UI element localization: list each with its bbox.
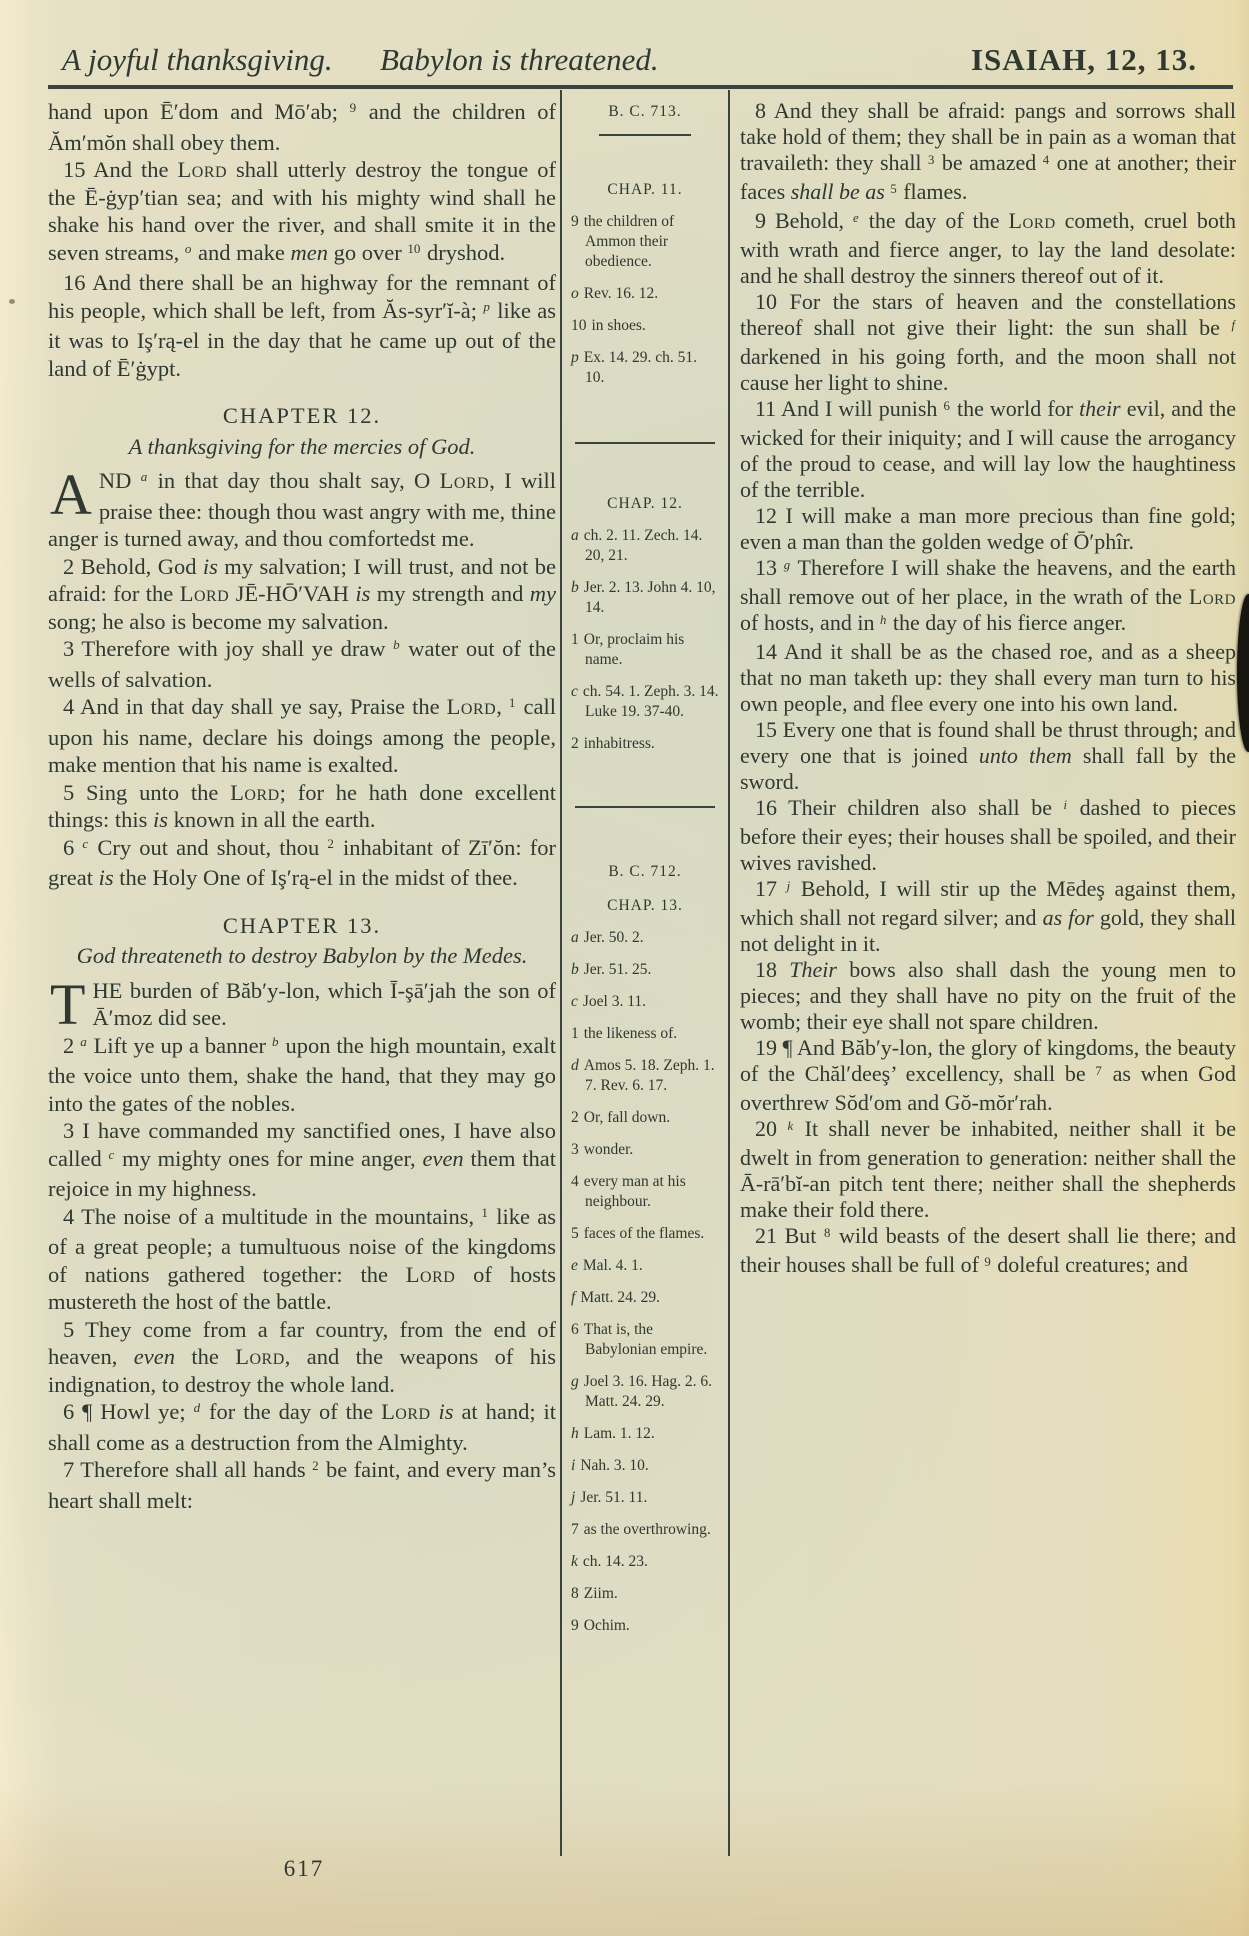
verse-text: 17 $^j$ Behold, I will stir up the Mēdeş against them, which shall not regard silver; and as for gold, they shall not delight in it. <box>740 876 1236 956</box>
note-text: the children of Ammon their obedience. <box>583 213 675 270</box>
verse-text: hand upon Ē′dom and Mō′ab; $^9$ and the children of Ăm′mŏn shall obey them. <box>48 99 557 155</box>
verse-text: A thanksgiving for the mercies of God. <box>128 433 476 459</box>
verse-paragraph <box>740 957 1236 1035</box>
verse-text: 9 Behold, $^e$ the day of the Lord cometh, cruel both with wrath and fierce anger, to lay the land desolate: and he shall destroy the sinners thereof out of it. <box>740 208 1236 288</box>
note-text: Ex. 14. 29. ch. 51. 10. <box>583 349 697 386</box>
note-marker: 1 <box>571 1025 579 1042</box>
margin-note <box>571 992 719 1012</box>
note-text: Ziim. <box>583 1585 618 1602</box>
note-marker: g <box>571 1373 579 1390</box>
margin-note <box>571 1056 719 1096</box>
margin-note <box>571 1108 719 1128</box>
verse-paragraph <box>48 912 556 940</box>
note-text: Matt. 24. 29. <box>580 1289 660 1306</box>
verse-paragraph <box>48 433 556 461</box>
verse-paragraph <box>48 779 556 834</box>
note-marker: d <box>571 1057 579 1074</box>
verse-paragraph <box>48 1117 556 1203</box>
note-marker: 10 <box>571 317 587 334</box>
verse-text: 4 And in that day shall ye say, Praise the Lord, $^1$ call upon his name, declare his doings among the people, make mention that his name is exalted. <box>48 694 556 777</box>
verse-text: 13 $^g$ Therefore I will shake the heavens, and the earth shall remove out of her place, in the wrath of the Lord of hosts, and in $^h$ the day of his fierce anger. <box>740 555 1236 635</box>
verse-text: HE burden of Băb′y-lon, which Ī-şā′jah the son of Ā′moz did see. <box>92 977 556 1030</box>
verse-paragraph <box>740 503 1236 555</box>
note-text: ch. 14. 23. <box>582 1553 648 1570</box>
note-text: faces of the flames. <box>583 1225 705 1242</box>
verse-paragraph <box>48 942 556 970</box>
margin-note <box>571 316 719 336</box>
margin-note <box>571 682 719 722</box>
note-marker: 6 <box>571 1321 579 1338</box>
page-number: 617 <box>283 1856 325 1881</box>
note-marker: 3 <box>571 1141 579 1158</box>
running-head-book-chapters: ISAIAH, 12, 13. <box>970 42 1197 77</box>
note-marker: c <box>571 993 578 1010</box>
verse-text: ND $^a$ in that day thou shalt say, O Lord, I will praise thee: though thou wast angry with me, thine anger is turned away, and thou comfortedst me. <box>48 468 556 551</box>
verse-paragraph <box>740 795 1236 876</box>
verse-paragraph <box>48 693 556 779</box>
verse-text: 21 But $^8$ wild beasts of the desert shall lie there; and their houses shall be full of $^9$ doleful creatures; and <box>740 1223 1236 1277</box>
verse-paragraph <box>48 98 556 156</box>
margin-note <box>571 1372 719 1412</box>
note-text: That is, the Babylonian empire. <box>583 1321 708 1358</box>
margin-note <box>571 348 719 388</box>
verse-paragraph <box>48 1456 556 1514</box>
drop-cap: T <box>50 971 86 1037</box>
verse-paragraph <box>48 1032 556 1118</box>
drop-cap: A <box>50 462 92 527</box>
margin-note <box>571 1456 719 1476</box>
running-head-center: Babylon is threatened. <box>380 42 659 77</box>
note-marker: b <box>571 961 579 978</box>
margin-note <box>571 734 719 754</box>
note-marker: 9 <box>571 213 579 230</box>
verse-paragraph <box>48 1203 556 1316</box>
verse-paragraph <box>740 555 1236 639</box>
margin-note <box>571 1256 719 1276</box>
note-text: CHAP. 11. <box>607 181 683 198</box>
verse-paragraph <box>740 1116 1236 1223</box>
margin-note <box>571 494 719 514</box>
note-text: Jer. 50. 2. <box>583 929 644 946</box>
margin-note <box>571 1552 719 1572</box>
margin-reference-column <box>560 90 730 1856</box>
note-marker: 2 <box>571 735 579 752</box>
verse-text: 10 For the stars of heaven and the constellations thereof shall not give their light: the sun shall be $^f$ darkened in his going forth, and the moon shall not cause her light to shine. <box>740 289 1236 395</box>
verse-text: 14 And it shall be as the chased roe, and as a sheep that no man taketh up: they shall every man turn to his own people, and flee every one into his own land. <box>740 639 1236 716</box>
verse-paragraph <box>48 462 556 553</box>
margin-note <box>571 1488 719 1508</box>
note-text: Jer. 2. 13. John 4. 10, 14. <box>583 579 716 616</box>
verse-text: 8 And they shall be afraid: pangs and sorrows shall take hold of them; they shall be in pain as a woman that travaileth: they shall $^3$ be amazed $^4$ one at another; their faces shall be as $^5$ flames. <box>740 98 1236 204</box>
verse-text: 2 Behold, God is my salvation; I will trust, and not be afraid: for the Lord JĒ-HŌ′VAH is my strength and my song; he also is become my salvation. <box>48 553 557 634</box>
verse-text: God threateneth to destroy Babylon by the Medes. <box>76 943 528 968</box>
note-marker: c <box>571 683 578 700</box>
verse-text: 16 Their children also shall be $^i$ dashed to pieces before their eyes; their houses shall be spoiled, and their wives ravished. <box>740 795 1236 875</box>
note-text: Lam. 1. 12. <box>583 1425 655 1442</box>
note-marker: 5 <box>571 1225 579 1242</box>
note-text: B. C. 712. <box>608 863 682 880</box>
note-marker: 4 <box>571 1173 579 1190</box>
verse-paragraph <box>48 1398 556 1456</box>
verse-text: 5 Sing unto the Lord; for he hath done excellent things: this is known in all the earth. <box>48 779 556 832</box>
verse-paragraph <box>740 289 1236 396</box>
note-marker: 1 <box>571 631 579 648</box>
margin-note <box>571 180 719 200</box>
verse-paragraph <box>48 156 556 269</box>
note-text: Jer. 51. 11. <box>580 1489 648 1506</box>
verse-paragraph <box>48 269 556 382</box>
verse-text: 12 I will make a man more precious than fine gold; even a man than the golden wedge of Ō′phîr. <box>740 503 1236 554</box>
note-marker: j <box>571 1489 576 1506</box>
margin-note <box>571 1224 719 1244</box>
note-text: as the overthrowing. <box>583 1521 711 1538</box>
verse-paragraph <box>48 553 556 636</box>
verse-paragraph <box>740 876 1236 957</box>
note-text: inhabitress. <box>583 735 655 752</box>
margin-note <box>571 1024 719 1044</box>
verse-text: 5 They come from a far country, from the end of heaven, even the Lord, and the weapons of his indignation, to destroy the whole land. <box>48 1316 557 1397</box>
verse-paragraph <box>740 98 1236 208</box>
verse-paragraph <box>740 639 1236 717</box>
margin-note <box>599 134 691 136</box>
margin-note <box>571 960 719 980</box>
margin-note <box>571 1288 719 1308</box>
margin-note <box>571 1584 719 1604</box>
note-marker: e <box>571 1257 578 1274</box>
note-marker: h <box>571 1425 579 1442</box>
note-text: Joel 3. 11. <box>582 993 647 1010</box>
verse-paragraph <box>740 717 1236 795</box>
margin-note <box>571 1172 719 1212</box>
margin-note <box>571 630 719 670</box>
margin-note <box>571 578 719 618</box>
note-marker: p <box>571 349 579 366</box>
margin-note <box>571 928 719 948</box>
verse-text: 6 $^c$ Cry out and shout, thou $^2$ inhabitant of Zī′ŏn: for great is the Holy One of Iş′rą-el in the midst of thee. <box>48 834 557 890</box>
verse-paragraph <box>48 1316 556 1399</box>
margin-note <box>571 284 719 304</box>
note-text: ch. 54. 1. Zeph. 3. 14. Luke 19. 37-40. <box>582 683 719 720</box>
note-text: Or, fall down. <box>583 1109 671 1126</box>
note-marker: o <box>571 285 579 302</box>
verse-paragraph <box>740 1035 1236 1116</box>
note-text: in shoes. <box>591 317 646 334</box>
verse-paragraph <box>48 635 556 693</box>
note-marker: k <box>571 1553 578 1570</box>
verse-text: 3 I have commanded my sanctified ones, I have also called $^c$ my mighty ones for mine anger, even them that rejoice in my highness. <box>48 1118 556 1201</box>
note-text: Mal. 4. 1. <box>582 1257 643 1274</box>
note-text: CHAP. 13. <box>607 897 683 914</box>
margin-note <box>571 526 719 566</box>
note-marker: a <box>571 929 579 946</box>
verse-paragraph <box>48 971 556 1037</box>
margin-note <box>571 1424 719 1444</box>
text-columns <box>48 90 1236 1856</box>
margin-note <box>571 1616 719 1636</box>
verse-text: 4 The noise of a multitude in the mountains, $^1$ like as of a great people; a tumultuous noise of the kingdoms of nations gathered together: the Lord of hosts mustereth the host of the battle. <box>48 1203 556 1314</box>
margin-note <box>571 212 719 272</box>
note-marker: f <box>571 1289 576 1306</box>
ink-blot <box>1237 594 1249 752</box>
note-text: every man at his neighbour. <box>583 1173 686 1210</box>
note-text: Ochim. <box>583 1617 630 1634</box>
verse-paragraph <box>740 1223 1236 1281</box>
note-text: the likeness of. <box>583 1025 678 1042</box>
right-text-column <box>730 90 1236 1856</box>
verse-text: 20 $^k$ It shall never be inhabited, neither shall it be dwelt in from generation to generation: neither shall the Ā-rā′bĭ-an pitch tent there; neither shall the shepherds make their fold there. <box>740 1116 1236 1222</box>
verse-text: 15 Every one that is found shall be thrust through; and every one that is joined unto them shall fall by the sword. <box>740 717 1236 794</box>
note-text: B. C. 713. <box>608 103 682 120</box>
header-rule <box>48 85 1233 89</box>
verse-paragraph <box>48 402 556 430</box>
note-marker: b <box>571 579 579 596</box>
verse-text: 2 $^a$ Lift ye up a banner $^b$ upon the high mountain, exalt the voice unto them, shake the hand, that they may go into the gates of the nobles. <box>48 1032 556 1116</box>
note-text: ch. 2. 11. Zech. 14. 20, 21. <box>583 527 703 564</box>
verse-text: 6 ¶ Howl ye; $^d$ for the day of the Lord is at hand; it shall come as a destruction from the Almighty. <box>48 1399 557 1455</box>
note-text: Or, proclaim his name. <box>583 631 685 668</box>
note-marker: 8 <box>571 1585 579 1602</box>
verse-text: 18 Their bows also shall dash the young men to pieces; and they shall have no pity on the fruit of the womb; their eye shall not spare children. <box>740 957 1236 1034</box>
note-text: Joel 3. 16. Hag. 2. 6. Matt. 24. 29. <box>583 1373 713 1410</box>
verse-text: 16 And there shall be an highway for the remnant of his people, which shall be left, from Ăs-syr′ĭ-à; $^p$ like as it was to Iş′rą-el in the day that he came up out of the land of Ē′ġypt. <box>48 270 556 381</box>
verse-text: 7 Therefore shall all hands $^2$ be faint, and every man’s heart shall melt: <box>48 1457 556 1513</box>
margin-note <box>575 806 715 808</box>
margin-note <box>571 1520 719 1540</box>
verse-paragraph <box>48 834 556 892</box>
verse-paragraph <box>740 396 1236 503</box>
verse-text: 19 ¶ And Băb′y-lon, the glory of kingdoms, the beauty of the Chăl′deeş’ excellency, shall be $^7$ as when God overthrew Sŏd′om and Gŏ-mŏr′rah. <box>740 1035 1236 1115</box>
note-marker: 2 <box>571 1109 579 1126</box>
verse-text: 15 And the Lord shall utterly destroy the tongue of the Ē-ġyp′tian sea; and with his mighty wind shall he shake his hand over the river, and shall smite it in the seven streams, $^o$ and make men go over $^{10}$ dryshod. <box>48 157 557 265</box>
verse-text: CHAPTER 13. <box>222 912 382 938</box>
note-text: CHAP. 12. <box>607 495 683 512</box>
left-text-column <box>48 90 560 1856</box>
verse-paragraph <box>740 208 1236 289</box>
margin-note <box>571 1320 719 1360</box>
note-text: Amos 5. 18. Zeph. 1. 7. Rev. 6. 17. <box>583 1057 715 1094</box>
margin-note <box>571 102 719 122</box>
note-text: Rev. 16. 12. <box>583 285 659 302</box>
note-text: Nah. 3. 10. <box>580 1457 649 1474</box>
margin-note <box>575 442 715 444</box>
running-head-left: A joyful thanksgiving. <box>62 42 333 77</box>
note-text: wonder. <box>583 1141 634 1158</box>
note-marker: 7 <box>571 1521 579 1538</box>
paper-speck <box>9 299 15 304</box>
note-marker: i <box>571 1457 576 1474</box>
margin-note <box>571 1140 719 1160</box>
note-marker: a <box>571 527 579 544</box>
note-text: Jer. 51. 25. <box>583 961 652 978</box>
margin-note <box>571 896 719 916</box>
verse-text: 11 And I will punish $^6$ the world for their evil, and the wicked for their iniquity; and I will cause the arrogancy of the proud to cease, and will lay low the haughtiness of the terrible. <box>740 396 1236 502</box>
verse-text: CHAPTER 12. <box>222 403 382 428</box>
note-marker: 9 <box>571 1617 579 1634</box>
verse-text: 3 Therefore with joy shall ye draw $^b$ water out of the wells of salvation. <box>48 636 556 692</box>
margin-note <box>571 862 719 882</box>
